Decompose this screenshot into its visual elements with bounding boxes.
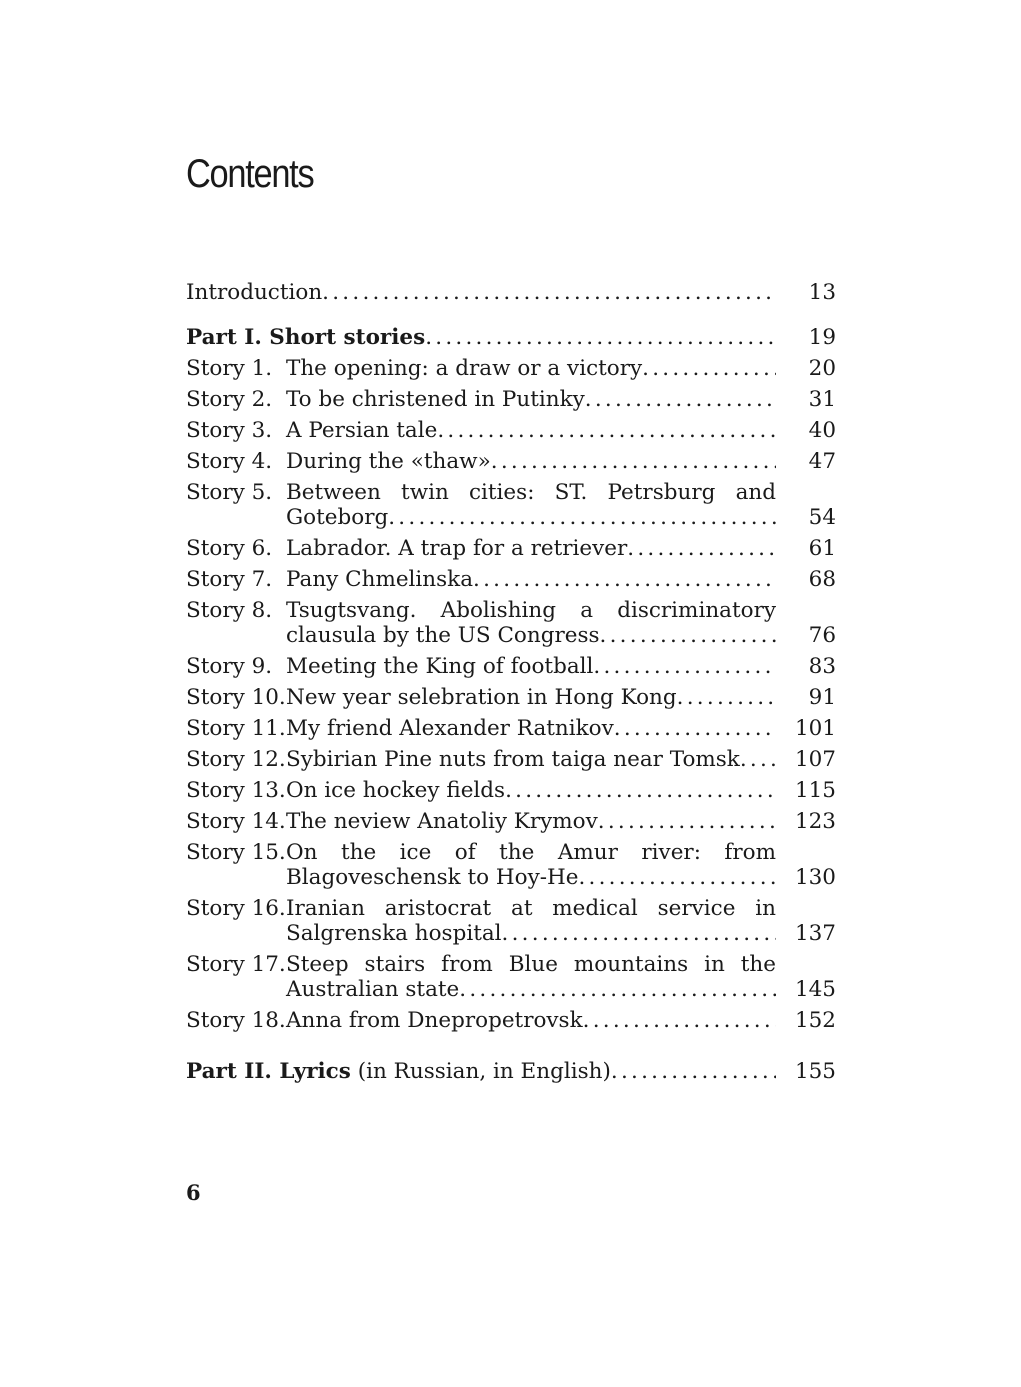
entry-page: 130 — [794, 865, 836, 890]
story-label: Story 3. — [186, 418, 273, 443]
dot-leader — [611, 1059, 776, 1084]
story-label: Story 6. — [186, 536, 273, 561]
dot-leader — [740, 747, 776, 772]
dot-leader — [593, 654, 776, 679]
toc-entry-part-2 — [186, 1059, 836, 1084]
table-of-contents — [186, 280, 836, 1090]
entry-page: 155 — [794, 1059, 836, 1084]
dot-leader — [598, 809, 776, 834]
entry-page: 40 — [808, 418, 836, 443]
story-label: Story 16. — [186, 896, 286, 921]
entry-page: 54 — [808, 505, 836, 530]
dot-leader — [459, 977, 776, 1002]
toc-entry-story — [186, 1008, 836, 1033]
story-label: Story 11. — [186, 716, 286, 741]
entry-title: To be christened in Putinky — [286, 387, 585, 412]
story-label: Story 7. — [186, 567, 273, 592]
toc-entry-story — [186, 418, 836, 443]
entry-page: 13 — [808, 280, 836, 305]
toc-entry-story — [186, 480, 836, 530]
story-label: Story 2. — [186, 387, 273, 412]
page-number: 6 — [186, 1180, 201, 1205]
toc-entry-introduction — [186, 280, 836, 305]
story-label: Story 9. — [186, 654, 273, 679]
entry-page: 47 — [808, 449, 836, 474]
toc-entry-story — [186, 716, 836, 741]
entry-page: 20 — [808, 356, 836, 381]
dot-leader — [614, 716, 776, 741]
entry-page: 137 — [794, 921, 836, 946]
story-label: Story 4. — [186, 449, 273, 474]
dot-leader — [491, 449, 776, 474]
entry-title: Sybirian Pine nuts from taiga near Tomsk — [286, 747, 740, 772]
toc-entry-story — [186, 567, 836, 592]
dot-leader — [585, 387, 776, 412]
toc-entry-part-1 — [186, 325, 836, 350]
toc-entry-story — [186, 952, 836, 1002]
entry-page: 31 — [808, 387, 836, 412]
entry-title: clausula by the US Congress — [286, 623, 600, 648]
entry-title: Pany Chmelinska — [286, 567, 474, 592]
toc-entry-story — [186, 536, 836, 561]
toc-entry-story — [186, 598, 836, 648]
story-list — [186, 356, 836, 1033]
entry-title: Salgrenska hospital — [286, 921, 502, 946]
entry-title: My friend Alexander Ratnikov — [286, 716, 614, 741]
dot-leader — [425, 325, 776, 350]
toc-entry-story — [186, 896, 836, 946]
dot-leader — [473, 567, 776, 592]
story-label: Story 14. — [186, 809, 286, 834]
entry-page: 152 — [794, 1008, 836, 1033]
entry-title: Goteborg — [286, 505, 389, 530]
entry-title: Anna from Dnepropetrovsk — [286, 1008, 583, 1033]
entry-page: 19 — [808, 325, 836, 350]
entry-page: 68 — [808, 567, 836, 592]
dot-leader — [642, 356, 776, 381]
entry-title: The opening: a draw or a victory — [286, 356, 643, 381]
entry-page: 145 — [794, 977, 836, 1002]
toc-entry-story — [186, 449, 836, 474]
dot-leader — [502, 921, 776, 946]
story-label: Story 12. — [186, 747, 286, 772]
dot-leader — [437, 418, 776, 443]
entry-title-line: Tsugtsvang. Abolishing a discriminatory — [286, 598, 776, 623]
entry-title-line: On the ice of the Amur river: from — [286, 840, 776, 865]
entry-page: 83 — [808, 654, 836, 679]
entry-page: 91 — [808, 685, 836, 710]
story-label: Story 1. — [186, 356, 273, 381]
dot-leader — [677, 685, 776, 710]
entry-title: Labrador. A trap for a retriever — [286, 536, 628, 561]
toc-entry-story — [186, 685, 836, 710]
entry-title: On ice hockey fields — [286, 778, 506, 803]
story-label: Story 8. — [186, 598, 273, 623]
entry-title: Part II. Lyrics — [186, 1059, 351, 1084]
story-label: Story 18. — [186, 1008, 286, 1033]
entry-title: Introduction — [186, 280, 323, 305]
toc-entry-story — [186, 654, 836, 679]
dot-leader — [322, 280, 776, 305]
toc-entry-story — [186, 840, 836, 890]
dot-leader — [600, 623, 776, 648]
entry-title-line: Between twin cities: ST. Petrsburg and — [286, 480, 776, 505]
entry-title: The neview Anatoliy Krymov — [286, 809, 598, 834]
dot-leader — [578, 865, 776, 890]
entry-page: 123 — [794, 809, 836, 834]
toc-entry-story — [186, 778, 836, 803]
toc-entry-story — [186, 387, 836, 412]
entry-title: Blagoveschensk to Hoy-He — [286, 865, 579, 890]
toc-entry-story — [186, 809, 836, 834]
entry-title: Meeting the King of football — [286, 654, 594, 679]
entry-note: (in Russian, in English) — [357, 1059, 611, 1084]
entry-title: During the «thaw» — [286, 449, 491, 474]
story-label: Story 10. — [186, 685, 286, 710]
entry-page: 61 — [808, 536, 836, 561]
entry-title: Part I. Short stories — [186, 325, 426, 350]
dot-leader — [388, 505, 776, 530]
entry-title: A Persian tale — [286, 418, 438, 443]
story-label: Story 15. — [186, 840, 286, 865]
entry-title: New year selebration in Hong Kong — [286, 685, 677, 710]
toc-entry-story — [186, 747, 836, 772]
story-label: Story 5. — [186, 480, 273, 505]
entry-title-line: Steep stairs from Blue mountains in the — [286, 952, 776, 977]
entry-title: Australian state — [286, 977, 460, 1002]
entry-page: 101 — [794, 716, 836, 741]
toc-entry-story — [186, 356, 836, 381]
page-title: Contents — [186, 152, 314, 196]
entry-page: 76 — [808, 623, 836, 648]
entry-page: 107 — [794, 747, 836, 772]
entry-title-line: Iranian aristocrat at medical service in — [286, 896, 776, 921]
entry-page: 115 — [794, 778, 836, 803]
dot-leader — [505, 778, 776, 803]
story-label: Story 17. — [186, 952, 286, 977]
story-label: Story 13. — [186, 778, 286, 803]
dot-leader — [583, 1008, 776, 1033]
dot-leader — [627, 536, 776, 561]
